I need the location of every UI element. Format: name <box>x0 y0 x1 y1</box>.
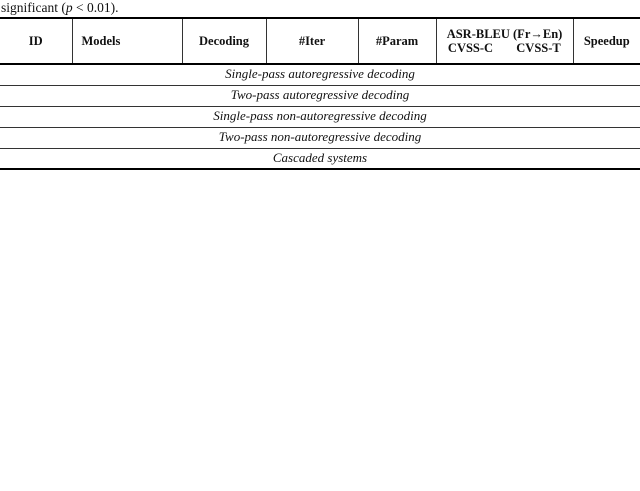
col-header-param: #Param <box>358 18 436 64</box>
results-table <box>0 17 640 170</box>
section-title: Cascaded systems <box>0 148 640 169</box>
table-body <box>0 64 640 169</box>
col-header-speedup: Speedup <box>573 18 640 64</box>
section-title-row <box>0 64 640 85</box>
section-title: Single-pass non-autoregressive decoding <box>0 106 640 127</box>
section-title: Two-pass non-autoregressive decoding <box>0 127 640 148</box>
table-header <box>0 18 640 64</box>
col-header-decoding: Decoding <box>182 18 266 64</box>
section-title-row <box>0 148 640 169</box>
col-header-id: ID <box>0 18 72 64</box>
asr-bleu-subheaders <box>437 41 573 55</box>
text-seg: < 0.01). <box>72 0 119 15</box>
caption-fragment <box>0 0 640 17</box>
header-row <box>0 18 640 64</box>
col-header-cvss-t: CVSS-T <box>516 41 561 55</box>
col-header-cvss-c: CVSS-C <box>447 41 494 55</box>
section-title-row <box>0 127 640 148</box>
section-title-row <box>0 106 640 127</box>
col-header-asr-bleu <box>436 18 573 64</box>
section-title: Single-pass autoregressive decoding <box>0 64 640 85</box>
section-title-row <box>0 85 640 106</box>
text-seg: significant ( <box>1 0 66 15</box>
col-header-iter: #Iter <box>266 18 358 64</box>
col-header-models: Models <box>72 18 182 64</box>
asr-bleu-title: ASR-BLEU (Fr→En) <box>446 26 563 41</box>
section-title: Two-pass autoregressive decoding <box>0 85 640 106</box>
text-seg: p <box>65 0 73 15</box>
